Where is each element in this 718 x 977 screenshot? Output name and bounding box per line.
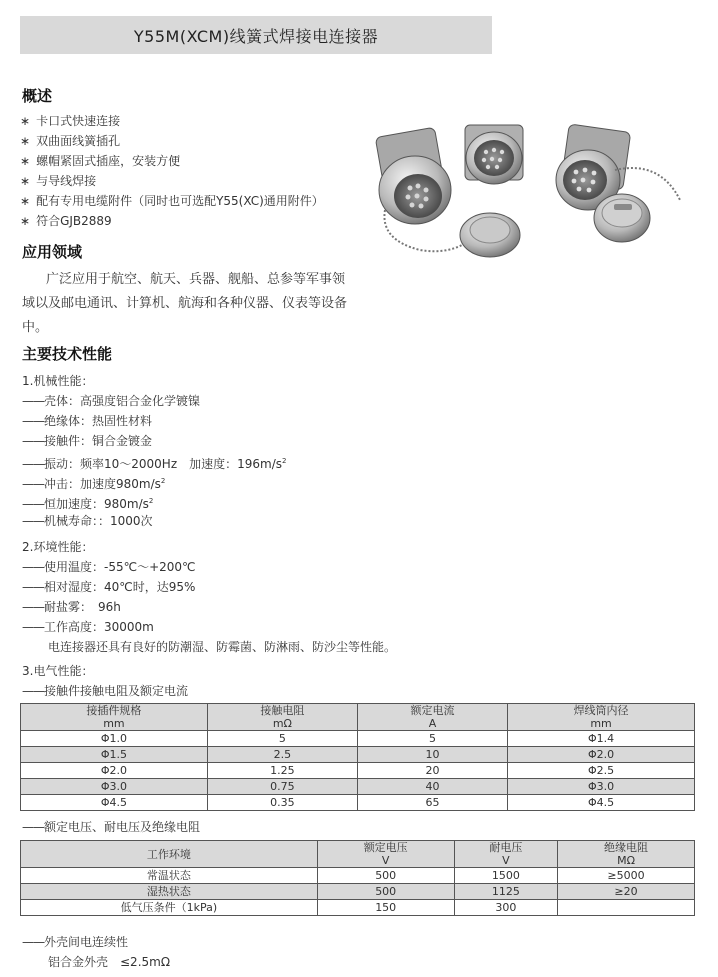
environment-note: 电连接器还具有良好的防潮湿、防霉菌、防淋雨、防沙尘等性能。 <box>48 640 397 654</box>
table-cell: 5 <box>357 731 507 747</box>
table-row <box>21 747 695 763</box>
table-cell: 500 <box>317 868 454 884</box>
table-cell: 2.5 <box>207 747 357 763</box>
table-cell: 1500 <box>454 868 557 884</box>
application-heading: 应用领域 <box>22 243 83 261</box>
table-cell: Φ2.0 <box>21 763 208 779</box>
table-row <box>21 900 695 916</box>
table1-title: —— 接触件接触电阻及额定电流 <box>22 683 188 699</box>
table-cell: Φ1.0 <box>21 731 208 747</box>
table-cell: Φ4.5 <box>21 795 208 811</box>
overview-heading: 概述 <box>22 87 53 105</box>
table-header-cell: 接插件规格 mm <box>21 704 208 731</box>
table-cell: 湿热状态 <box>21 884 318 900</box>
table-cell: Φ2.5 <box>508 763 695 779</box>
table-row <box>21 779 695 795</box>
table-header-row <box>21 841 695 868</box>
table-cell: 500 <box>317 884 454 900</box>
electrical-title: 3.电气性能： <box>22 664 94 678</box>
table-cell: Φ4.5 <box>508 795 695 811</box>
spec-shock: —— 冲击：加速度$980m/s^2$ <box>22 473 165 492</box>
table-cell: 65 <box>357 795 507 811</box>
table-cell: 1125 <box>454 884 557 900</box>
table-cell: Φ3.0 <box>508 779 695 795</box>
table-header-cell: 耐电压 V <box>454 841 557 868</box>
spec-insulator: —— 绝缘体：热固性材料 <box>22 413 152 429</box>
table-row <box>21 795 695 811</box>
list-item: ∗ 螺帽紧固式插座，安装方便 <box>20 151 324 171</box>
table-cell: 0.35 <box>207 795 357 811</box>
spec-temp: —— 使用温度：-55℃～+200℃ <box>22 559 196 575</box>
spec-altitude: —— 工作高度：30000m <box>22 619 154 635</box>
list-item: ∗ 与导线焊接 <box>20 171 324 191</box>
table-header-cell: 接触电阻 mΩ <box>207 704 357 731</box>
table-cell: 150 <box>317 900 454 916</box>
spec-humidity: —— 相对湿度：40℃时，达95% <box>22 579 195 595</box>
table-cell: Φ3.0 <box>21 779 208 795</box>
table-cell: 0.75 <box>207 779 357 795</box>
table-header-cell: 额定电压 V <box>317 841 454 868</box>
table-cell: Φ1.4 <box>508 731 695 747</box>
spec-vibration: —— 振动：频率10～2000Hz 加速度：$196m/s^2$ <box>22 453 287 472</box>
table-row <box>21 868 695 884</box>
connector-product-photo <box>360 100 700 265</box>
table-row <box>21 731 695 747</box>
table-header-cell: 工作环境 <box>21 841 318 868</box>
table-cell <box>558 900 695 916</box>
connector-left <box>375 127 451 224</box>
table-cell: 300 <box>454 900 557 916</box>
voltage-table <box>20 840 695 916</box>
table-cell: 20 <box>357 763 507 779</box>
spec-contact: —— 接触件：铜合金镀金 <box>22 433 152 449</box>
shell-continuity-value: 铝合金外壳 ≤2.5mΩ <box>48 955 170 969</box>
list-item: ∗ 配有专用电缆附件（同时也可选配Y55(XC)通用附件） <box>20 191 324 211</box>
contact-resistance-table <box>20 703 695 811</box>
table-cell: Φ2.0 <box>508 747 695 763</box>
shell-continuity-title: —— 外壳间电连续性 <box>22 934 128 950</box>
spec-life: —— 机械寿命：：1000次 <box>22 513 153 529</box>
table-cell: 1.25 <box>207 763 357 779</box>
list-item: ∗ 双曲面线簧插孔 <box>20 131 324 151</box>
table-header-cell: 焊线筒内径 mm <box>508 704 695 731</box>
list-item: ∗ 符合GJB2889 <box>20 211 324 231</box>
table-cell: 低气压条件（1kPa) <box>21 900 318 916</box>
specs-heading: 主要技术性能 <box>22 345 113 363</box>
connector-middle <box>465 125 523 184</box>
table-header-cell: 额定电流 A <box>357 704 507 731</box>
table-header-row <box>21 704 695 731</box>
environment-title: 2.环境性能： <box>22 540 94 554</box>
spec-salt: —— 耐盐雾： 96h <box>22 599 121 615</box>
table-cell: 常温状态 <box>21 868 318 884</box>
application-text: 广泛应用于航空、航天、兵器、舰船、总参等军事领域以及邮电通讯、计算机、航海和各种仪器、仪表等设备中。 <box>22 272 348 335</box>
table-cell: 40 <box>357 779 507 795</box>
table-cell: ≥20 <box>558 884 695 900</box>
table-header-cell: 绝缘电阻 MΩ <box>558 841 695 868</box>
table-cell: 5 <box>207 731 357 747</box>
spec-shell: —— 壳体：高强度铝合金化学镀镍 <box>22 393 200 409</box>
table-cell: ≥5000 <box>558 868 695 884</box>
spec-accel: —— 恒加速度：$980m/s^2$ <box>22 493 153 512</box>
mechanical-title: 1.机械性能： <box>22 374 94 388</box>
table-cell: Φ1.5 <box>21 747 208 763</box>
cap-right <box>594 194 650 242</box>
table-cell: 10 <box>357 747 507 763</box>
list-item: ∗ 卡口式快速连接 <box>20 111 324 131</box>
overview-list <box>20 111 324 231</box>
cap-left <box>460 213 520 257</box>
table-row <box>21 884 695 900</box>
table2-title: —— 额定电压、耐电压及绝缘电阻 <box>22 819 200 835</box>
page-title: Y55M(XCM)线簧式焊接电连接器 <box>20 16 492 54</box>
table-row <box>21 763 695 779</box>
